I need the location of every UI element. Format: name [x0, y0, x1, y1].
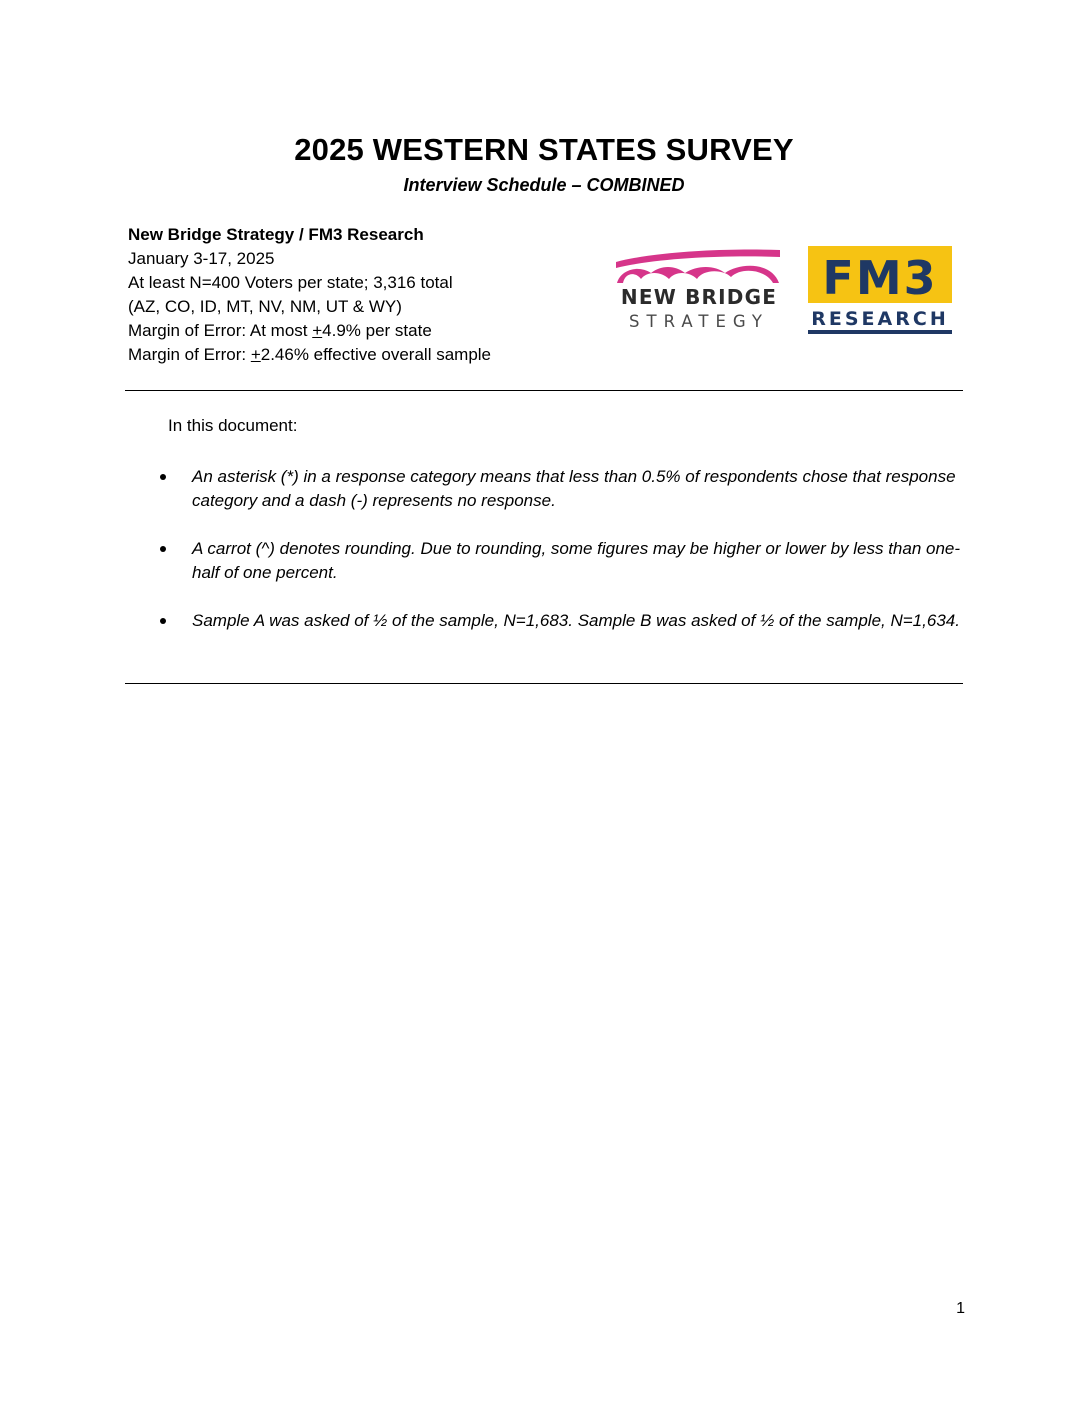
list-item [160, 537, 970, 585]
plus-minus-sign: + [250, 345, 261, 364]
page-title: 2025 WESTERN STATES SURVEY [294, 132, 794, 167]
moe-state-value: 4.9% per state [322, 321, 432, 340]
logo-line-1: NEW BRIDGE [620, 285, 778, 309]
field-dates: January 3-17, 2025 [128, 249, 275, 268]
note-text: A carrot (^) denotes rounding. Due to rounding, some figures may be higher or lower by less than one-half of one percent. [192, 539, 961, 582]
margin-of-error-state [128, 319, 598, 343]
organization-name: New Bridge Strategy / FM3 Research [128, 225, 424, 244]
fm3-wordmark: RESEARCH [811, 308, 949, 330]
plus-minus-sign: + [312, 321, 323, 340]
bullet-icon [160, 474, 166, 480]
page-number: 1 [956, 1300, 965, 1317]
new-bridge-strategy-logo [613, 247, 785, 331]
list-item [160, 465, 970, 513]
divider [125, 390, 963, 391]
page-subtitle: Interview Schedule – COMBINED [403, 175, 685, 195]
margin-of-error-overall [128, 343, 598, 367]
note-text: An asterisk (*) in a response category means that less than 0.5% of respondents chose that response category and a dash (-) represents no response. [192, 467, 956, 510]
divider [125, 683, 963, 684]
bullet-icon [160, 618, 166, 624]
moe-state-prefix: Margin of Error: At most [128, 321, 313, 340]
fm3-mark: FM3 [822, 251, 938, 305]
states-list: (AZ, CO, ID, MT, NV, NM, UT & WY) [128, 297, 402, 316]
notes-intro: In this document: [168, 416, 298, 435]
logo-line-2: STRATEGY [629, 312, 769, 331]
moe-overall-value: 2.46% effective overall sample [260, 345, 492, 364]
bridge-arc-icon [616, 250, 780, 269]
note-text: Sample A was asked of ½ of the sample, N=1,683. Sample B was asked of ½ of the sample, N=1,634. [192, 611, 960, 630]
moe-overall-prefix: Margin of Error: [128, 345, 251, 364]
survey-info-block [128, 223, 598, 367]
list-item [160, 609, 970, 633]
notes-list [160, 465, 970, 657]
bridge-arches-icon [617, 266, 779, 283]
sample-size: At least N=400 Voters per state; 3,316 total [128, 273, 453, 292]
bullet-icon [160, 546, 166, 552]
fm3-research-logo [808, 246, 952, 335]
